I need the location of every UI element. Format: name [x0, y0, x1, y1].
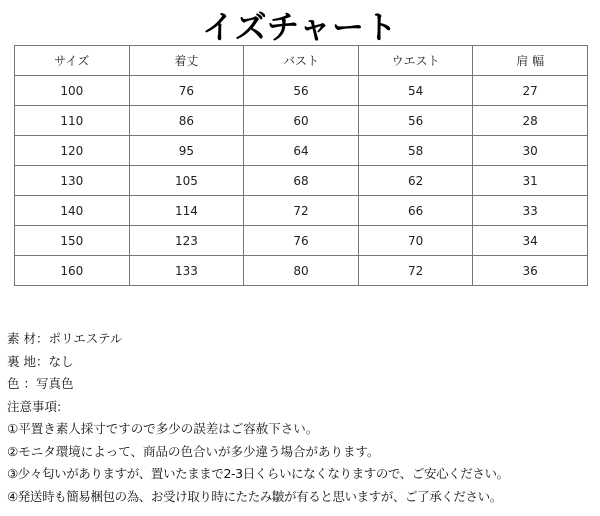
cell-bust: 64	[244, 136, 359, 166]
header-bust: バスト	[244, 46, 359, 76]
cell-bust: 72	[244, 196, 359, 226]
cell-size: 140	[15, 196, 130, 226]
cell-shoulder: 31	[473, 166, 588, 196]
cell-size: 100	[15, 76, 130, 106]
caution-item: ③少々匂いがありますが、置いたままで2-3日くらいになくなりますので、ご安心ください。	[7, 466, 509, 481]
cell-waist: 72	[358, 256, 473, 286]
cell-bust: 76	[244, 226, 359, 256]
table-row	[15, 256, 588, 286]
cell-bust: 80	[244, 256, 359, 286]
cell-bust: 68	[244, 166, 359, 196]
cell-size: 150	[15, 226, 130, 256]
header-size: サイズ	[15, 46, 130, 76]
cell-length: 123	[129, 226, 244, 256]
table-header-row	[15, 46, 588, 76]
cell-length: 105	[129, 166, 244, 196]
header-waist: ウエスト	[358, 46, 473, 76]
header-length: 着丈	[129, 46, 244, 76]
cell-shoulder: 30	[473, 136, 588, 166]
size-table	[14, 45, 588, 286]
cell-shoulder: 27	[473, 76, 588, 106]
cell-size: 120	[15, 136, 130, 166]
cell-shoulder: 28	[473, 106, 588, 136]
caution-item: ④発送時も簡易梱包の為、お受け取り時にたたみ皺が有ると思いますが、ご了承ください。	[7, 488, 502, 504]
table-row	[15, 196, 588, 226]
cell-length: 95	[129, 136, 244, 166]
cell-length: 86	[129, 106, 244, 136]
caution-item: ②モニタ環境によって、商品の色合いが多少違う場合があります。	[7, 443, 380, 459]
cell-shoulder: 33	[473, 196, 588, 226]
lining-note: 裏 地：なし	[7, 353, 74, 369]
table-row	[15, 166, 588, 196]
material-note: 素 材：ポリエステル	[7, 331, 123, 346]
cell-size: 110	[15, 106, 130, 136]
cell-waist: 66	[358, 196, 473, 226]
cell-bust: 56	[244, 76, 359, 106]
caution-item: ①平置き素人採寸ですので多少の誤差はご容赦下さい。	[7, 421, 319, 436]
caution-heading: 注意事項:	[7, 398, 62, 414]
cell-waist: 58	[358, 136, 473, 166]
cell-length: 133	[129, 256, 244, 286]
table-row	[15, 76, 588, 106]
cell-shoulder: 34	[473, 226, 588, 256]
product-notes	[7, 328, 597, 508]
color-note: 色 ：写真色	[7, 376, 74, 391]
cell-length: 114	[129, 196, 244, 226]
cell-waist: 70	[358, 226, 473, 256]
cell-length: 76	[129, 76, 244, 106]
cell-bust: 60	[244, 106, 359, 136]
header-shoulder: 肩 幅	[473, 46, 588, 76]
cell-size: 160	[15, 256, 130, 286]
cell-waist: 54	[358, 76, 473, 106]
chart-title: イズチャート	[201, 8, 399, 46]
cell-waist: 56	[358, 106, 473, 136]
cell-shoulder: 36	[473, 256, 588, 286]
cell-waist: 62	[358, 166, 473, 196]
table-row	[15, 106, 588, 136]
cell-size: 130	[15, 166, 130, 196]
table-row	[15, 226, 588, 256]
table-row	[15, 136, 588, 166]
